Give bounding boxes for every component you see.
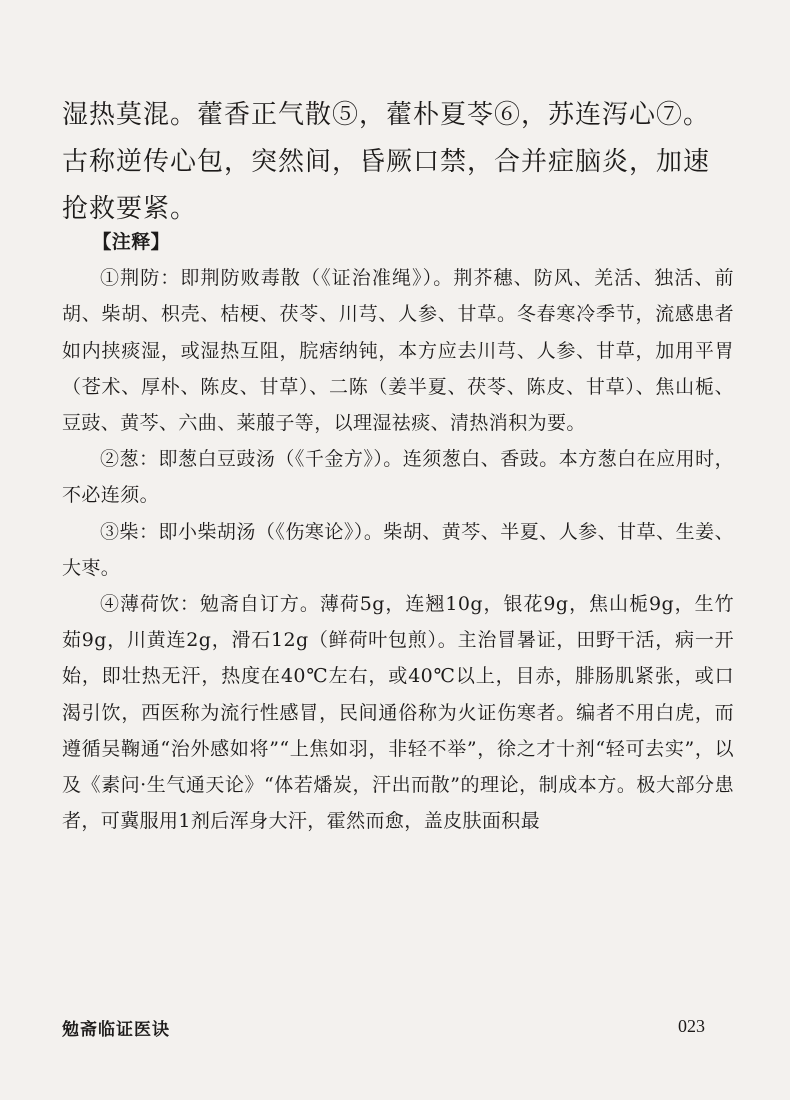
annotation-item-2: ②葱：即葱白豆豉汤（《千金方》）。连须葱白、香豉。本方葱白在应用时，不必连须。 xyxy=(62,448,734,507)
annotation-item-3: ③柴：即小柴胡汤（《伤寒论》）。柴胡、黄芩、半夏、人参、甘草、生姜、大枣。 xyxy=(62,520,734,579)
page-number: 023 xyxy=(678,1016,705,1036)
verse-paragraph: 湿热莫混。藿香正气散⑤，藿朴夏苓⑥，苏连泻心⑦。古称逆传心包，突然间，昏厥口禁，合并症脑炎，加速抢救要紧。 xyxy=(62,100,711,224)
annotations-section xyxy=(62,224,734,839)
annotation-item-4: ④薄荷饮：勉斋自订方。薄荷5g，连翘10g，银花9g，焦山栀9g，生竹茹9g，川黄连2g，滑石12g（鲜荷叶包煎）。主治冒暑证，田野干活，病一开始，即壮热无汗，热度在40℃左右，或40℃以上，目赤，腓肠肌紧张，或口渴引饮，西医称为流行性感冒，民间通俗称为火证伤寒者。编者不用白虎，而遵循吴鞠通“治外感如将”“上焦如羽，非轻不举”，徐之才十剂“轻可去实”，以及《素问·生气通天论》“体若燔炭，汗出而散”的理论，制成本方。极大部分患者，可冀服用1剂后浑身大汗，霍然而愈，盖皮肤面积最 xyxy=(62,593,734,833)
verse-text xyxy=(62,92,734,233)
running-footer-book-title: 勉斋临证医诀 xyxy=(62,1020,170,1040)
annotations-heading: 【注释】 xyxy=(92,231,170,253)
annotation-item-1: ①荆防：即荆防败毒散（《证治准绳》）。荆芥穗、防风、羌活、独活、前胡、柴胡、枳壳、桔梗、茯苓、川芎、人参、甘草。冬春寒冷季节，流感患者如内挟痰湿，或湿热互阻，脘痞纳钝，本方应去川芎、人参、甘草，加用平胃（苍术、厚朴、陈皮、甘草）、二陈（姜半夏、茯苓、陈皮、甘草）、焦山栀、豆豉、黄芩、六曲、莱菔子等，以理湿祛痰、清热消积为要。 xyxy=(62,267,734,435)
